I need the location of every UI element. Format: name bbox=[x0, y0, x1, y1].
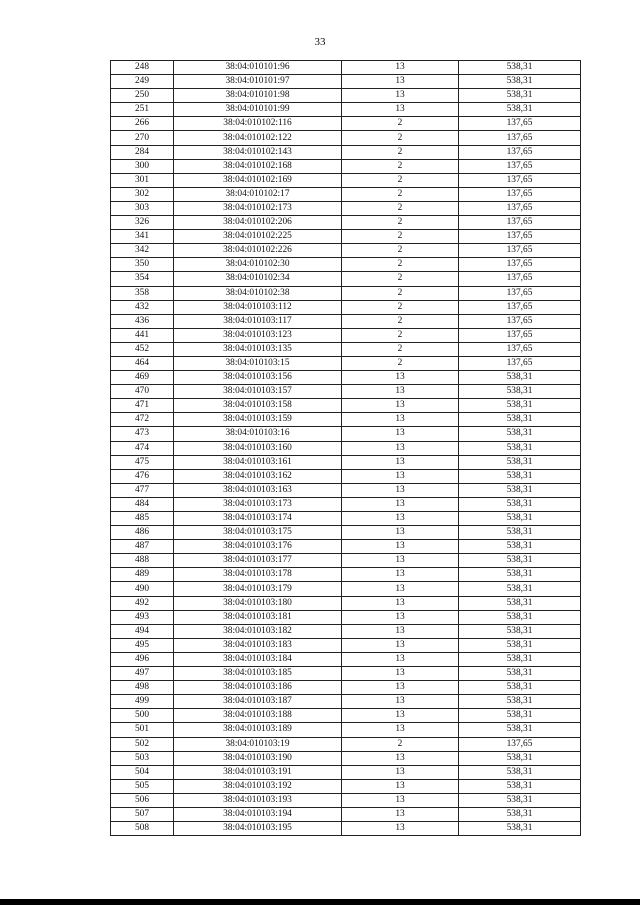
row-number-cell: 350 bbox=[111, 258, 174, 272]
amount-cell: 538,31 bbox=[459, 413, 581, 427]
cadastral-number-cell: 38:04:010103:112 bbox=[174, 300, 342, 314]
row-number-cell: 498 bbox=[111, 681, 174, 695]
quantity-cell: 2 bbox=[342, 173, 459, 187]
quantity-cell: 13 bbox=[342, 455, 459, 469]
quantity-cell: 2 bbox=[342, 300, 459, 314]
table-row bbox=[111, 131, 581, 145]
table-row bbox=[111, 512, 581, 526]
amount-cell: 538,31 bbox=[459, 681, 581, 695]
table-row bbox=[111, 272, 581, 286]
table-row bbox=[111, 610, 581, 624]
amount-cell: 137,65 bbox=[459, 244, 581, 258]
amount-cell: 538,31 bbox=[459, 427, 581, 441]
row-number-cell: 475 bbox=[111, 455, 174, 469]
table-row bbox=[111, 371, 581, 385]
quantity-cell: 2 bbox=[342, 272, 459, 286]
amount-cell: 538,31 bbox=[459, 765, 581, 779]
table-row bbox=[111, 441, 581, 455]
table-row bbox=[111, 145, 581, 159]
cadastral-number-cell: 38:04:010102:122 bbox=[174, 131, 342, 145]
amount-cell: 538,31 bbox=[459, 751, 581, 765]
cadastral-number-cell: 38:04:010103:159 bbox=[174, 413, 342, 427]
amount-cell: 538,31 bbox=[459, 512, 581, 526]
amount-cell: 538,31 bbox=[459, 455, 581, 469]
quantity-cell: 13 bbox=[342, 723, 459, 737]
amount-cell: 137,65 bbox=[459, 131, 581, 145]
cadastral-number-cell: 38:04:010102:168 bbox=[174, 159, 342, 173]
table-row bbox=[111, 187, 581, 201]
amount-cell: 538,31 bbox=[459, 103, 581, 117]
table-row bbox=[111, 413, 581, 427]
quantity-cell: 2 bbox=[342, 159, 459, 173]
cadastral-number-cell: 38:04:010102:116 bbox=[174, 117, 342, 131]
row-number-cell: 505 bbox=[111, 779, 174, 793]
quantity-cell: 2 bbox=[342, 216, 459, 230]
row-number-cell: 506 bbox=[111, 793, 174, 807]
row-number-cell: 270 bbox=[111, 131, 174, 145]
amount-cell: 538,31 bbox=[459, 807, 581, 821]
amount-cell: 538,31 bbox=[459, 638, 581, 652]
row-number-cell: 250 bbox=[111, 89, 174, 103]
amount-cell: 538,31 bbox=[459, 822, 581, 836]
table-row bbox=[111, 103, 581, 117]
quantity-cell: 13 bbox=[342, 695, 459, 709]
quantity-cell: 13 bbox=[342, 667, 459, 681]
row-number-cell: 492 bbox=[111, 596, 174, 610]
quantity-cell: 13 bbox=[342, 638, 459, 652]
cadastral-number-cell: 38:04:010103:181 bbox=[174, 610, 342, 624]
table-row bbox=[111, 399, 581, 413]
cadastral-number-cell: 38:04:010103:174 bbox=[174, 512, 342, 526]
cadastral-number-cell: 38:04:010103:175 bbox=[174, 526, 342, 540]
quantity-cell: 2 bbox=[342, 145, 459, 159]
quantity-cell: 13 bbox=[342, 765, 459, 779]
row-number-cell: 251 bbox=[111, 103, 174, 117]
row-number-cell: 300 bbox=[111, 159, 174, 173]
row-number-cell: 490 bbox=[111, 582, 174, 596]
table-row bbox=[111, 568, 581, 582]
row-number-cell: 497 bbox=[111, 667, 174, 681]
cadastral-number-cell: 38:04:010101:96 bbox=[174, 61, 342, 75]
quantity-cell: 2 bbox=[342, 258, 459, 272]
table-row bbox=[111, 667, 581, 681]
amount-cell: 538,31 bbox=[459, 75, 581, 89]
row-number-cell: 470 bbox=[111, 385, 174, 399]
quantity-cell: 13 bbox=[342, 568, 459, 582]
cadastral-number-cell: 38:04:010102:225 bbox=[174, 230, 342, 244]
amount-cell: 538,31 bbox=[459, 695, 581, 709]
quantity-cell: 13 bbox=[342, 681, 459, 695]
table-row bbox=[111, 540, 581, 554]
table-row bbox=[111, 342, 581, 356]
amount-cell: 137,65 bbox=[459, 737, 581, 751]
amount-cell: 137,65 bbox=[459, 286, 581, 300]
quantity-cell: 13 bbox=[342, 709, 459, 723]
table-row bbox=[111, 695, 581, 709]
row-number-cell: 501 bbox=[111, 723, 174, 737]
table-row bbox=[111, 751, 581, 765]
quantity-cell: 2 bbox=[342, 737, 459, 751]
cadastral-number-cell: 38:04:010103:135 bbox=[174, 342, 342, 356]
cadastral-number-cell: 38:04:010103:193 bbox=[174, 793, 342, 807]
table-row bbox=[111, 624, 581, 638]
quantity-cell: 13 bbox=[342, 89, 459, 103]
table-row bbox=[111, 244, 581, 258]
amount-cell: 137,65 bbox=[459, 356, 581, 370]
table-row bbox=[111, 737, 581, 751]
row-number-cell: 488 bbox=[111, 554, 174, 568]
cadastral-number-cell: 38:04:010103:195 bbox=[174, 822, 342, 836]
amount-cell: 538,31 bbox=[459, 497, 581, 511]
row-number-cell: 495 bbox=[111, 638, 174, 652]
amount-cell: 137,65 bbox=[459, 258, 581, 272]
quantity-cell: 13 bbox=[342, 371, 459, 385]
cadastral-number-cell: 38:04:010103:188 bbox=[174, 709, 342, 723]
cadastral-number-cell: 38:04:010103:160 bbox=[174, 441, 342, 455]
amount-cell: 538,31 bbox=[459, 526, 581, 540]
quantity-cell: 13 bbox=[342, 596, 459, 610]
amount-cell: 538,31 bbox=[459, 540, 581, 554]
row-number-cell: 452 bbox=[111, 342, 174, 356]
quantity-cell: 13 bbox=[342, 751, 459, 765]
cadastral-number-cell: 38:04:010103:180 bbox=[174, 596, 342, 610]
quantity-cell: 13 bbox=[342, 469, 459, 483]
amount-cell: 538,31 bbox=[459, 610, 581, 624]
row-number-cell: 284 bbox=[111, 145, 174, 159]
quantity-cell: 2 bbox=[342, 356, 459, 370]
row-number-cell: 266 bbox=[111, 117, 174, 131]
table-row bbox=[111, 709, 581, 723]
cadastral-number-cell: 38:04:010102:226 bbox=[174, 244, 342, 258]
table-row bbox=[111, 159, 581, 173]
row-number-cell: 341 bbox=[111, 230, 174, 244]
table-row bbox=[111, 216, 581, 230]
amount-cell: 538,31 bbox=[459, 624, 581, 638]
amount-cell: 538,31 bbox=[459, 793, 581, 807]
quantity-cell: 2 bbox=[342, 342, 459, 356]
table-row bbox=[111, 554, 581, 568]
amount-cell: 538,31 bbox=[459, 399, 581, 413]
cadastral-number-cell: 38:04:010102:38 bbox=[174, 286, 342, 300]
amount-cell: 137,65 bbox=[459, 216, 581, 230]
quantity-cell: 2 bbox=[342, 201, 459, 215]
cadastral-number-cell: 38:04:010102:169 bbox=[174, 173, 342, 187]
amount-cell: 538,31 bbox=[459, 61, 581, 75]
amount-cell: 137,65 bbox=[459, 117, 581, 131]
row-number-cell: 507 bbox=[111, 807, 174, 821]
data-table bbox=[110, 60, 581, 836]
row-number-cell: 500 bbox=[111, 709, 174, 723]
row-number-cell: 499 bbox=[111, 695, 174, 709]
quantity-cell: 13 bbox=[342, 441, 459, 455]
quantity-cell: 13 bbox=[342, 554, 459, 568]
table-row bbox=[111, 526, 581, 540]
cadastral-number-cell: 38:04:010103:194 bbox=[174, 807, 342, 821]
row-number-cell: 436 bbox=[111, 314, 174, 328]
quantity-cell: 13 bbox=[342, 103, 459, 117]
row-number-cell: 474 bbox=[111, 441, 174, 455]
row-number-cell: 302 bbox=[111, 187, 174, 201]
scan-bottom-edge bbox=[0, 899, 640, 905]
amount-cell: 137,65 bbox=[459, 159, 581, 173]
row-number-cell: 503 bbox=[111, 751, 174, 765]
table-row bbox=[111, 638, 581, 652]
cadastral-number-cell: 38:04:010103:186 bbox=[174, 681, 342, 695]
amount-cell: 137,65 bbox=[459, 272, 581, 286]
row-number-cell: 493 bbox=[111, 610, 174, 624]
table-row bbox=[111, 230, 581, 244]
cadastral-number-cell: 38:04:010103:177 bbox=[174, 554, 342, 568]
quantity-cell: 13 bbox=[342, 652, 459, 666]
row-number-cell: 432 bbox=[111, 300, 174, 314]
cadastral-number-cell: 38:04:010103:16 bbox=[174, 427, 342, 441]
amount-cell: 538,31 bbox=[459, 371, 581, 385]
quantity-cell: 2 bbox=[342, 117, 459, 131]
amount-cell: 538,31 bbox=[459, 652, 581, 666]
amount-cell: 137,65 bbox=[459, 187, 581, 201]
row-number-cell: 489 bbox=[111, 568, 174, 582]
row-number-cell: 471 bbox=[111, 399, 174, 413]
cadastral-number-cell: 38:04:010103:185 bbox=[174, 667, 342, 681]
table-row bbox=[111, 117, 581, 131]
cadastral-number-cell: 38:04:010103:162 bbox=[174, 469, 342, 483]
cadastral-number-cell: 38:04:010103:192 bbox=[174, 779, 342, 793]
cadastral-number-cell: 38:04:010101:98 bbox=[174, 89, 342, 103]
table-body bbox=[111, 61, 581, 836]
quantity-cell: 13 bbox=[342, 75, 459, 89]
cadastral-number-cell: 38:04:010103:176 bbox=[174, 540, 342, 554]
quantity-cell: 2 bbox=[342, 328, 459, 342]
row-number-cell: 496 bbox=[111, 652, 174, 666]
cadastral-number-cell: 38:04:010103:19 bbox=[174, 737, 342, 751]
cadastral-number-cell: 38:04:010103:184 bbox=[174, 652, 342, 666]
row-number-cell: 303 bbox=[111, 201, 174, 215]
amount-cell: 137,65 bbox=[459, 314, 581, 328]
quantity-cell: 2 bbox=[342, 314, 459, 328]
table-row bbox=[111, 286, 581, 300]
table-row bbox=[111, 173, 581, 187]
cadastral-number-cell: 38:04:010103:182 bbox=[174, 624, 342, 638]
quantity-cell: 2 bbox=[342, 187, 459, 201]
cadastral-number-cell: 38:04:010101:99 bbox=[174, 103, 342, 117]
cadastral-number-cell: 38:04:010103:178 bbox=[174, 568, 342, 582]
amount-cell: 538,31 bbox=[459, 596, 581, 610]
table-row bbox=[111, 723, 581, 737]
cadastral-number-cell: 38:04:010102:17 bbox=[174, 187, 342, 201]
table-row bbox=[111, 681, 581, 695]
quantity-cell: 13 bbox=[342, 385, 459, 399]
row-number-cell: 486 bbox=[111, 526, 174, 540]
amount-cell: 538,31 bbox=[459, 483, 581, 497]
quantity-cell: 13 bbox=[342, 779, 459, 793]
row-number-cell: 354 bbox=[111, 272, 174, 286]
quantity-cell: 2 bbox=[342, 286, 459, 300]
cadastral-number-cell: 38:04:010102:34 bbox=[174, 272, 342, 286]
row-number-cell: 504 bbox=[111, 765, 174, 779]
row-number-cell: 484 bbox=[111, 497, 174, 511]
cadastral-number-cell: 38:04:010102:30 bbox=[174, 258, 342, 272]
quantity-cell: 13 bbox=[342, 483, 459, 497]
table-row bbox=[111, 652, 581, 666]
cadastral-number-cell: 38:04:010103:187 bbox=[174, 695, 342, 709]
row-number-cell: 342 bbox=[111, 244, 174, 258]
amount-cell: 538,31 bbox=[459, 723, 581, 737]
table-row bbox=[111, 75, 581, 89]
amount-cell: 538,31 bbox=[459, 89, 581, 103]
quantity-cell: 13 bbox=[342, 822, 459, 836]
cadastral-number-cell: 38:04:010103:156 bbox=[174, 371, 342, 385]
page-number: 33 bbox=[314, 36, 326, 48]
amount-cell: 137,65 bbox=[459, 201, 581, 215]
quantity-cell: 13 bbox=[342, 512, 459, 526]
amount-cell: 137,65 bbox=[459, 300, 581, 314]
cadastral-number-cell: 38:04:010103:157 bbox=[174, 385, 342, 399]
row-number-cell: 301 bbox=[111, 173, 174, 187]
cadastral-number-cell: 38:04:010103:183 bbox=[174, 638, 342, 652]
quantity-cell: 13 bbox=[342, 540, 459, 554]
table-row bbox=[111, 455, 581, 469]
quantity-cell: 13 bbox=[342, 413, 459, 427]
amount-cell: 137,65 bbox=[459, 342, 581, 356]
row-number-cell: 487 bbox=[111, 540, 174, 554]
cadastral-number-cell: 38:04:010103:173 bbox=[174, 497, 342, 511]
quantity-cell: 2 bbox=[342, 131, 459, 145]
amount-cell: 137,65 bbox=[459, 230, 581, 244]
table-row bbox=[111, 201, 581, 215]
cadastral-number-cell: 38:04:010103:191 bbox=[174, 765, 342, 779]
row-number-cell: 494 bbox=[111, 624, 174, 638]
table-row bbox=[111, 469, 581, 483]
amount-cell: 538,31 bbox=[459, 667, 581, 681]
cadastral-number-cell: 38:04:010103:15 bbox=[174, 356, 342, 370]
table-row bbox=[111, 779, 581, 793]
cadastral-number-cell: 38:04:010103:163 bbox=[174, 483, 342, 497]
quantity-cell: 13 bbox=[342, 582, 459, 596]
quantity-cell: 13 bbox=[342, 427, 459, 441]
amount-cell: 137,65 bbox=[459, 328, 581, 342]
row-number-cell: 248 bbox=[111, 61, 174, 75]
table-row bbox=[111, 300, 581, 314]
quantity-cell: 2 bbox=[342, 230, 459, 244]
cadastral-number-cell: 38:04:010103:117 bbox=[174, 314, 342, 328]
quantity-cell: 13 bbox=[342, 61, 459, 75]
table-row bbox=[111, 497, 581, 511]
table-row bbox=[111, 793, 581, 807]
table-row bbox=[111, 582, 581, 596]
amount-cell: 538,31 bbox=[459, 385, 581, 399]
amount-cell: 538,31 bbox=[459, 582, 581, 596]
row-number-cell: 469 bbox=[111, 371, 174, 385]
quantity-cell: 13 bbox=[342, 497, 459, 511]
table-row bbox=[111, 427, 581, 441]
table-row bbox=[111, 596, 581, 610]
table-row bbox=[111, 385, 581, 399]
quantity-cell: 13 bbox=[342, 624, 459, 638]
cadastral-number-cell: 38:04:010103:123 bbox=[174, 328, 342, 342]
amount-cell: 137,65 bbox=[459, 145, 581, 159]
table-row bbox=[111, 483, 581, 497]
cadastral-number-cell: 38:04:010103:158 bbox=[174, 399, 342, 413]
row-number-cell: 508 bbox=[111, 822, 174, 836]
amount-cell: 538,31 bbox=[459, 554, 581, 568]
table-row bbox=[111, 328, 581, 342]
table-row bbox=[111, 822, 581, 836]
row-number-cell: 477 bbox=[111, 483, 174, 497]
table-row bbox=[111, 61, 581, 75]
amount-cell: 538,31 bbox=[459, 779, 581, 793]
amount-cell: 538,31 bbox=[459, 709, 581, 723]
row-number-cell: 326 bbox=[111, 216, 174, 230]
row-number-cell: 464 bbox=[111, 356, 174, 370]
cadastral-number-cell: 38:04:010103:189 bbox=[174, 723, 342, 737]
row-number-cell: 472 bbox=[111, 413, 174, 427]
cadastral-number-cell: 38:04:010103:190 bbox=[174, 751, 342, 765]
table-row bbox=[111, 258, 581, 272]
cadastral-number-cell: 38:04:010102:206 bbox=[174, 216, 342, 230]
quantity-cell: 2 bbox=[342, 244, 459, 258]
cadastral-number-cell: 38:04:010103:179 bbox=[174, 582, 342, 596]
cadastral-number-cell: 38:04:010101:97 bbox=[174, 75, 342, 89]
amount-cell: 137,65 bbox=[459, 173, 581, 187]
quantity-cell: 13 bbox=[342, 793, 459, 807]
row-number-cell: 476 bbox=[111, 469, 174, 483]
amount-cell: 538,31 bbox=[459, 469, 581, 483]
table-row bbox=[111, 356, 581, 370]
table-row bbox=[111, 807, 581, 821]
row-number-cell: 441 bbox=[111, 328, 174, 342]
cadastral-number-cell: 38:04:010102:143 bbox=[174, 145, 342, 159]
quantity-cell: 13 bbox=[342, 807, 459, 821]
row-number-cell: 473 bbox=[111, 427, 174, 441]
row-number-cell: 358 bbox=[111, 286, 174, 300]
row-number-cell: 485 bbox=[111, 512, 174, 526]
table-row bbox=[111, 314, 581, 328]
quantity-cell: 13 bbox=[342, 610, 459, 624]
row-number-cell: 502 bbox=[111, 737, 174, 751]
quantity-cell: 13 bbox=[342, 526, 459, 540]
amount-cell: 538,31 bbox=[459, 568, 581, 582]
cadastral-number-cell: 38:04:010102:173 bbox=[174, 201, 342, 215]
table-row bbox=[111, 89, 581, 103]
cadastral-number-cell: 38:04:010103:161 bbox=[174, 455, 342, 469]
table-row bbox=[111, 765, 581, 779]
row-number-cell: 249 bbox=[111, 75, 174, 89]
amount-cell: 538,31 bbox=[459, 441, 581, 455]
quantity-cell: 13 bbox=[342, 399, 459, 413]
